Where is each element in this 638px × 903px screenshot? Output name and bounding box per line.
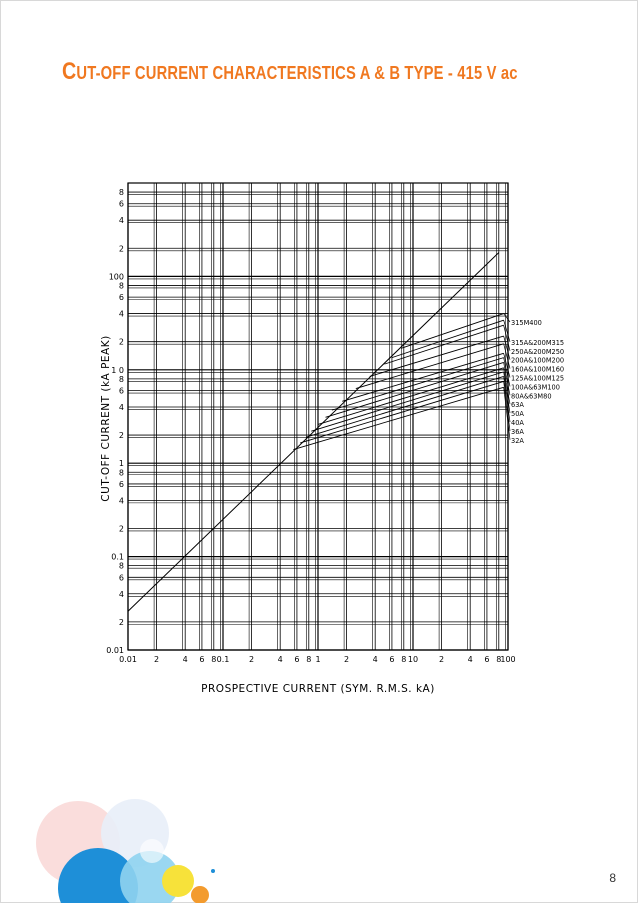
bubble-yellow (162, 865, 194, 897)
series-label: 125A&100M125 (511, 374, 565, 383)
y-tick-label: 2 (118, 244, 124, 254)
page-title-text: UT-OFF CURRENT CHARACTERISTICS A & B TYPE - 415 V ac (76, 63, 518, 83)
x-tick-label: 4 (372, 655, 378, 664)
reference-line (128, 253, 499, 612)
series-line (311, 372, 503, 431)
series-label: 250A&200M250 (511, 347, 565, 356)
series-label: 50A (511, 410, 524, 419)
x-tick-label: 100 (500, 655, 516, 664)
y-tick-label: 4 (118, 496, 124, 506)
y-tick-label: 2 (118, 524, 124, 534)
y-tick-label: 0.1 (111, 552, 124, 562)
x-tick-label: 6 (389, 655, 395, 664)
x-tick-label: 6 (294, 655, 300, 664)
y-tick-label: 8 (118, 468, 124, 478)
bubble-white (140, 839, 164, 863)
x-tick-label: 8 (401, 655, 407, 664)
bubble-dot (211, 869, 215, 873)
series-line (293, 387, 503, 449)
x-axis-label: PROSPECTIVE CURRENT (SYM. R.M.S. kA) (201, 683, 435, 695)
y-tick-label: 6 (118, 573, 124, 583)
page-number: 8 (609, 871, 616, 885)
series-label: 63A (511, 401, 524, 410)
series-line (356, 344, 504, 389)
series-line (401, 314, 504, 349)
series-leader-line (504, 314, 510, 322)
series-label: 315A&200M315 (511, 338, 565, 347)
y-axis-label: CUT-OFF CURRENT (kA PEAK) (100, 335, 112, 502)
y-tick-label: 8 (118, 374, 124, 384)
bubble-orange (191, 886, 209, 903)
y-tick-label: 1 0 (111, 365, 124, 375)
x-tick-label: 2 (249, 655, 255, 664)
y-tick-label: 6 (118, 293, 124, 303)
y-tick-label: 1 (118, 459, 124, 469)
series-label: 32A (511, 436, 524, 445)
y-tick-label: 4 (118, 589, 124, 599)
page-title-initial: C (62, 58, 77, 85)
y-tick-label: 4 (118, 309, 124, 319)
x-tick-label: 8 (306, 655, 312, 664)
x-tick-label: 0.01 (119, 655, 137, 664)
series-label: 40A (511, 419, 524, 427)
y-tick-label: 6 (118, 479, 124, 489)
x-tick-label: 8 (496, 655, 502, 664)
series-label: 315M400 (511, 319, 542, 327)
x-tick-label: 4 (277, 655, 283, 664)
x-tick-label: 6 (484, 655, 490, 664)
y-tick-label: 100 (108, 272, 124, 282)
y-tick-label: 0.01 (106, 646, 124, 655)
series-label: 160A&100M160 (511, 365, 565, 374)
y-tick-label: 8 (118, 188, 124, 198)
x-tick-label: 10 (407, 655, 419, 664)
x-tick-label: 2 (154, 655, 160, 664)
y-tick-label: 2 (118, 337, 124, 347)
y-tick-label: 4 (118, 216, 124, 226)
x-tick-label: 2 (344, 655, 350, 664)
series-label: 100A&63M100 (511, 383, 560, 392)
y-tick-label: 6 (118, 199, 124, 209)
x-tick-label: 4 (182, 655, 188, 664)
x-tick-label: 2 (439, 655, 445, 664)
series-line (318, 368, 504, 425)
x-tick-label: 4 (467, 655, 473, 664)
y-tick-label: 4 (118, 402, 124, 412)
y-tick-label: 2 (118, 431, 124, 441)
bubble-dot (109, 862, 115, 868)
decorative-bubbles-graphic (0, 793, 260, 903)
series-label: 80A&63M80 (511, 392, 552, 401)
x-tick-label: 6 (199, 655, 205, 664)
y-tick-label: 2 (118, 617, 124, 627)
series-label: 200A&100M200 (511, 356, 565, 365)
series-label: 36A (511, 427, 524, 436)
x-tick-label: 8 (211, 655, 217, 664)
y-tick-label: 8 (118, 281, 124, 291)
y-tick-label: 8 (118, 561, 124, 571)
y-tick-label: 6 (118, 386, 124, 396)
x-tick-label: 1 (315, 655, 321, 664)
x-tick-label: 0.1 (216, 655, 230, 664)
